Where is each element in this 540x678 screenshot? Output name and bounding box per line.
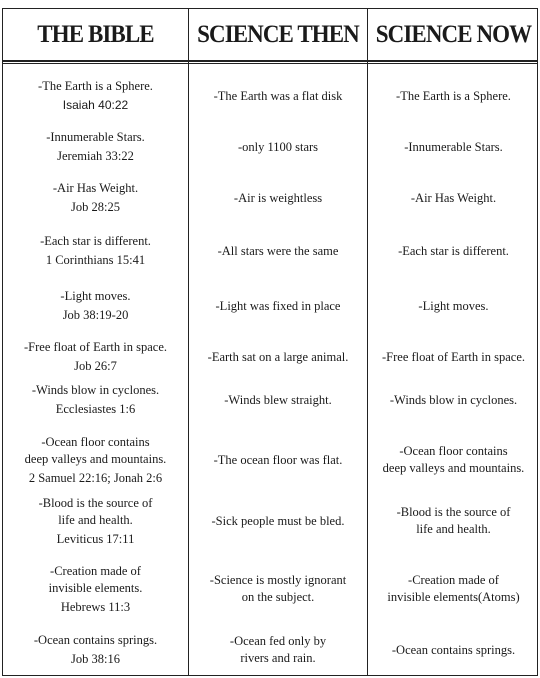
bible-text: -The Earth is a Sphere. <box>38 79 153 93</box>
bible-text: -Winds blow in cyclones. <box>31 383 160 397</box>
header-divider <box>3 63 537 64</box>
now-text: -Ocean floor contains <box>399 444 508 458</box>
then-text: -only 1100 stars <box>237 139 319 154</box>
now-text: invisible elements(Atoms) <box>387 590 520 604</box>
header-science-now: SCIENCE NOW <box>375 20 532 48</box>
cell-now <box>368 424 539 496</box>
now-text: -Creation made of <box>408 573 499 587</box>
scripture-reference: Hebrews 11:3 <box>60 599 131 614</box>
scripture-reference: Leviticus 17:11 <box>56 531 135 546</box>
comparison-table <box>2 8 538 676</box>
cell-bible <box>3 622 188 678</box>
bible-text: -Innumerable Stars. <box>46 130 145 144</box>
bible-text: life and health. <box>58 512 133 527</box>
then-text: -Earth sat on a large animal. <box>207 349 349 364</box>
now-text: life and health. <box>416 522 491 536</box>
cell-then <box>189 622 367 678</box>
now-text: -Light moves. <box>418 298 489 313</box>
cell-bible <box>3 279 188 333</box>
bible-text: -Blood is the source of <box>38 495 153 510</box>
scripture-reference: Job 26:7 <box>74 359 117 373</box>
bible-text: -Air Has Weight. <box>52 181 139 195</box>
scripture-reference: Job 38:16 <box>71 652 120 666</box>
bible-text: -Free float of Earth in space. <box>24 340 167 354</box>
cell-now <box>368 555 539 623</box>
header-divider <box>3 60 537 62</box>
cell-bible <box>3 555 188 623</box>
then-text: -The Earth was a flat disk <box>213 88 343 103</box>
then-text: rivers and rain. <box>240 651 316 665</box>
cell-then <box>189 424 367 496</box>
cell-now <box>368 71 539 121</box>
cell-now <box>368 489 539 553</box>
cell-bible <box>3 173 188 223</box>
bible-text: -Each star is different. <box>40 234 151 248</box>
now-text: deep valleys and mountains. <box>382 461 525 475</box>
scripture-reference: Isaiah 40:22 <box>62 98 129 112</box>
now-text: -Winds blow in cyclones. <box>389 392 518 407</box>
then-text: -Ocean fed only by <box>229 634 327 648</box>
cell-then <box>189 71 367 121</box>
cell-now <box>368 279 539 333</box>
cell-then <box>189 333 367 381</box>
bible-text: deep valleys and mountains. <box>24 451 167 466</box>
cell-then <box>189 122 367 172</box>
then-text: -Winds blew straight. <box>224 392 332 407</box>
cell-bible <box>3 424 188 496</box>
cell-now <box>368 122 539 172</box>
now-text: -Free float of Earth in space. <box>382 349 525 364</box>
bible-text: -Light moves. <box>60 289 131 303</box>
now-text: -Ocean contains springs. <box>391 642 516 657</box>
bible-text: invisible elements. <box>48 580 143 595</box>
bible-text: -Creation made of <box>50 563 141 578</box>
now-text: -Blood is the source of <box>396 505 511 519</box>
then-text: -Air is weightless <box>233 190 323 205</box>
then-text: -Light was fixed in place <box>215 298 341 313</box>
scripture-reference: 1 Corinthians 15:41 <box>45 253 146 267</box>
bible-text: -Ocean floor contains <box>41 434 150 449</box>
scripture-reference: Job 28:25 <box>71 200 120 214</box>
cell-then <box>189 489 367 553</box>
cell-now <box>368 622 539 678</box>
cell-then <box>189 279 367 333</box>
cell-then <box>189 173 367 223</box>
cell-bible <box>3 224 188 278</box>
cell-bible <box>3 333 188 381</box>
now-text: -Air Has Weight. <box>410 190 497 205</box>
now-text: -Each star is different. <box>398 243 509 258</box>
cell-bible <box>3 122 188 172</box>
cell-now <box>368 333 539 381</box>
now-text: -The Earth is a Sphere. <box>396 88 511 103</box>
header-science-then: SCIENCE THEN <box>197 20 359 48</box>
then-text: -The ocean floor was flat. <box>213 452 343 467</box>
cell-bible <box>3 378 188 422</box>
cell-now <box>368 173 539 223</box>
scripture-reference: Jeremiah 33:22 <box>57 149 134 163</box>
scripture-reference: Job 38:19-20 <box>62 308 129 322</box>
then-text: -All stars were the same <box>217 243 339 258</box>
bible-text: -Ocean contains springs. <box>33 633 158 647</box>
cell-then <box>189 555 367 623</box>
header-the-bible: THE BIBLE <box>37 20 154 48</box>
cell-bible <box>3 489 188 553</box>
scripture-reference: 2 Samuel 22:16; Jonah 2:6 <box>28 470 163 485</box>
then-text: on the subject. <box>241 590 315 604</box>
then-text: -Sick people must be bled. <box>211 513 345 528</box>
cell-then <box>189 378 367 422</box>
cell-then <box>189 224 367 278</box>
now-text: -Innumerable Stars. <box>404 139 503 154</box>
cell-now <box>368 378 539 422</box>
then-text: -Science is mostly ignorant <box>209 573 347 587</box>
scripture-reference: Ecclesiastes 1:6 <box>55 402 136 416</box>
cell-bible <box>3 71 188 121</box>
cell-now <box>368 224 539 278</box>
